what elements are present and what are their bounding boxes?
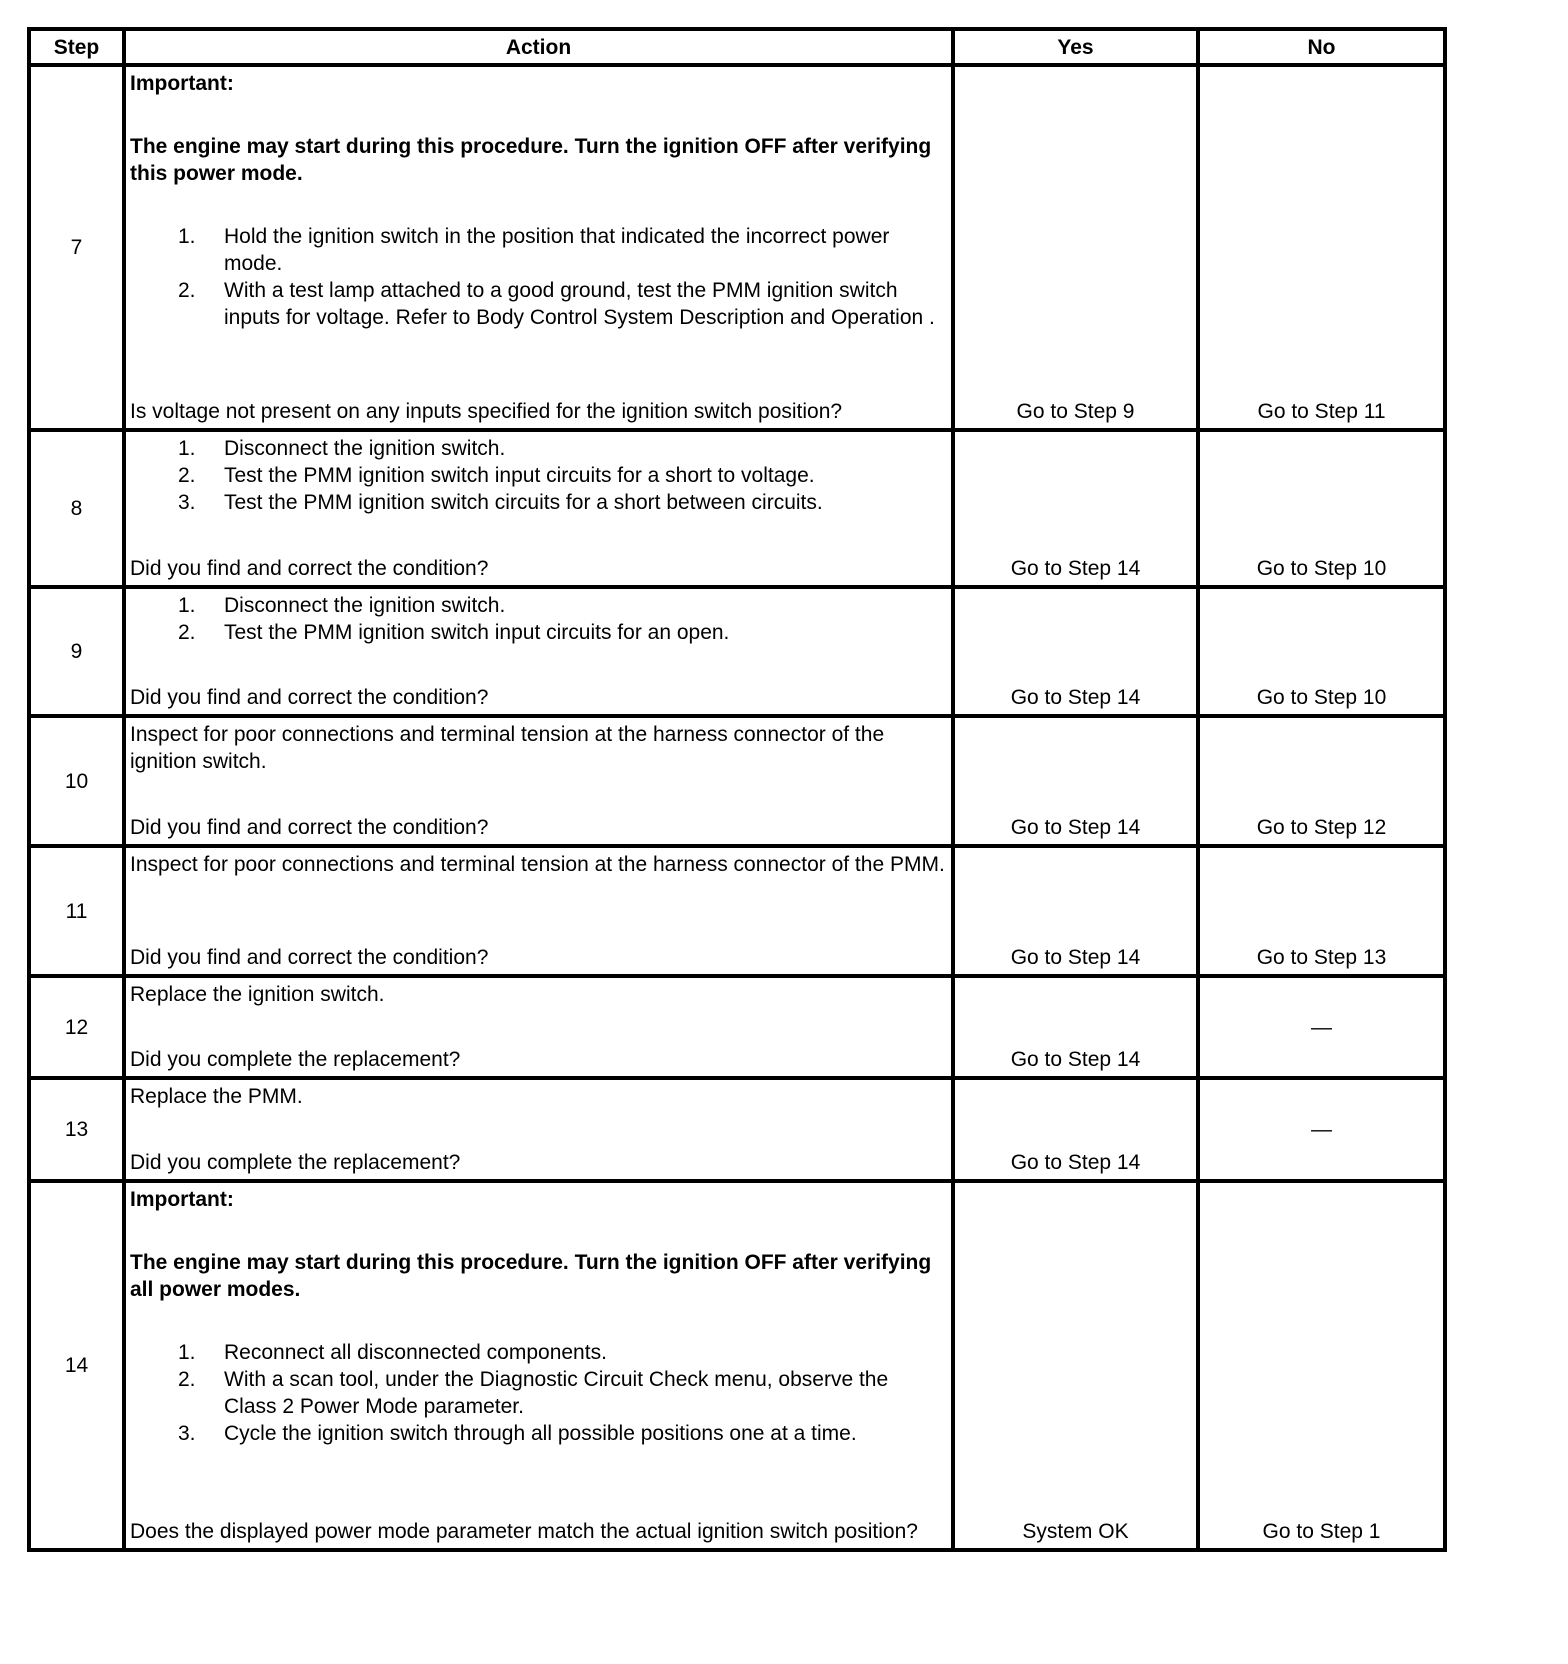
step-number: 10 [29,716,124,846]
yes-cell: System OK [953,1181,1198,1550]
header-action: Action [124,29,953,65]
step-number: 9 [29,587,124,716]
header-row [29,29,1445,65]
table-row [29,430,1445,587]
action-cell [124,976,953,1078]
yes-cell: Go to Step 14 [953,846,1198,976]
list-item: 1. Hold the ignition switch in the position that indicated the incorrect power mode. [178,225,890,275]
warning-text: The engine may start during this procedure. Turn the ignition OFF after verifying all power modes. [130,1251,932,1301]
table-row [29,587,1445,716]
action-cell [124,716,953,846]
list-item: 1. Disconnect the ignition switch. [178,437,506,460]
yes-cell: Go to Step 14 [953,430,1198,587]
step-number: 8 [29,430,124,587]
no-cell: — [1198,976,1445,1078]
header-no: No [1198,29,1445,65]
action-cell [124,1181,953,1550]
yes-cell: Go to Step 9 [953,65,1198,430]
list-item: 1. Reconnect all disconnected components. [178,1341,607,1364]
header-yes: Yes [953,29,1198,65]
no-cell: Go to Step 1 [1198,1181,1445,1550]
action-cell [124,1078,953,1181]
list-item: 1. Disconnect the ignition switch. [178,594,506,617]
list-item: 2. With a test lamp attached to a good ground, test the PMM ignition switch inputs for voltage. Refer to Body Control System Description and Operation . [178,279,935,329]
action-cell [124,846,953,976]
yes-cell: Go to Step 14 [953,976,1198,1078]
action-text: Inspect for poor connections and terminal tension at the harness connector of the PMM. [130,853,945,876]
yes-cell: Go to Step 14 [953,587,1198,716]
action-cell [124,587,953,716]
no-cell: — [1198,1078,1445,1181]
question-text: Is voltage not present on any inputs specified for the ignition switch position? [130,400,843,423]
step-number: 7 [29,65,124,430]
diagnostic-table [27,27,1447,1552]
action-cell [124,65,953,430]
action-text: Replace the ignition switch. [130,983,385,1006]
step-number: 11 [29,846,124,976]
table-row [29,1181,1445,1550]
question-text: Does the displayed power mode parameter match the actual ignition switch position? [130,1520,918,1543]
question-text: Did you find and correct the condition? [130,946,489,969]
list-item: 2. Test the PMM ignition switch input circuits for an open. [178,621,730,644]
table-row [29,976,1445,1078]
table-row [29,716,1445,846]
important-label: Important: [130,72,234,95]
list-item: 2. With a scan tool, under the Diagnostic Circuit Check menu, observe the Class 2 Power Mode parameter. [178,1368,889,1418]
list-item: 2. Test the PMM ignition switch input circuits for a short to voltage. [178,464,815,487]
list-item: 3. Test the PMM ignition switch circuits for a short between circuits. [178,491,823,514]
no-cell: Go to Step 10 [1198,430,1445,587]
no-cell: Go to Step 11 [1198,65,1445,430]
table-row [29,846,1445,976]
action-text: Inspect for poor connections and terminal tension at the harness connector of the ignition switch. [130,723,885,773]
table-row [29,1078,1445,1181]
question-text: Did you find and correct the condition? [130,557,489,580]
action-text: Replace the PMM. [130,1085,303,1108]
no-cell: Go to Step 10 [1198,587,1445,716]
table-row [29,65,1445,430]
important-label: Important: [130,1188,234,1211]
question-text: Did you find and correct the condition? [130,686,489,709]
yes-cell: Go to Step 14 [953,716,1198,846]
step-number: 12 [29,976,124,1078]
question-text: Did you complete the replacement? [130,1151,461,1174]
no-cell: Go to Step 13 [1198,846,1445,976]
step-number: 14 [29,1181,124,1550]
step-number: 13 [29,1078,124,1181]
question-text: Did you find and correct the condition? [130,816,489,839]
question-text: Did you complete the replacement? [130,1048,461,1071]
yes-cell: Go to Step 14 [953,1078,1198,1181]
warning-text: The engine may start during this procedure. Turn the ignition OFF after verifying this power mode. [130,135,932,185]
action-cell [124,430,953,587]
header-step: Step [29,29,124,65]
list-item: 3. Cycle the ignition switch through all possible positions one at a time. [178,1422,857,1445]
no-cell: Go to Step 12 [1198,716,1445,846]
